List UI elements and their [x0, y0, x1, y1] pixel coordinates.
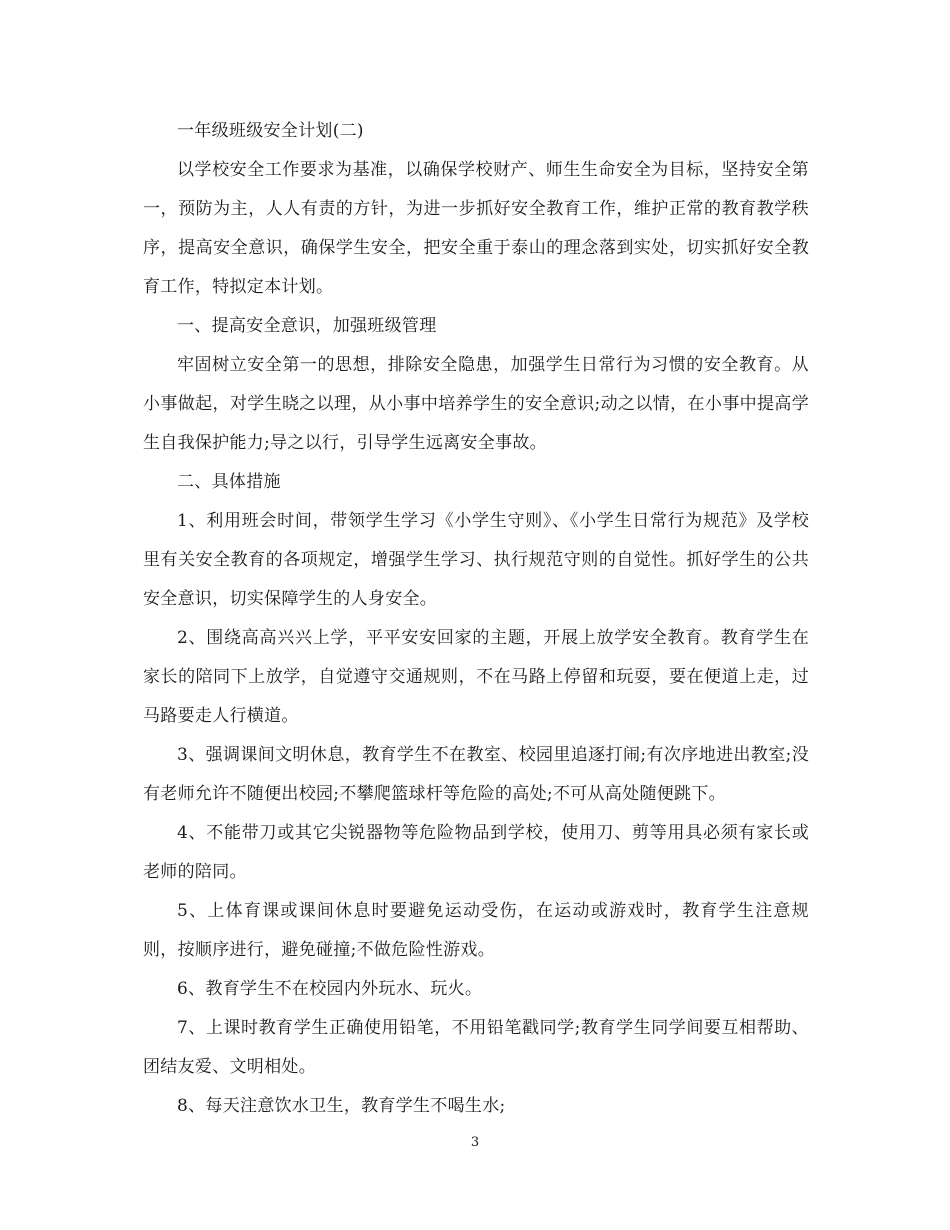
section-heading-2: 二、具体措施	[177, 472, 281, 492]
document-body	[143, 112, 809, 1126]
measure-item-5: 5、上体育课或课间休息时要避免运动受伤，在运动或游戏时，教育学生注意规则，按顺序进行，避免碰撞;不做危险性游戏。	[143, 901, 809, 960]
measure-item-7: 7、上课时教育学生正确使用铅笔，不用铅笔戳同学;教育学生同学间要互相帮助、团结友爱、文明相处。	[143, 1018, 809, 1077]
measure-item-8: 8、每天注意饮水卫生，教育学生不喝生水;	[177, 1096, 506, 1116]
document-title: 一年级班级安全计划(二)	[177, 121, 364, 141]
measure-item-6: 6、教育学生不在校园内外玩水、玩火。	[177, 979, 483, 999]
section-1-paragraph: 牢固树立安全第一的思想，排除安全隐患，加强学生日常行为习惯的安全教育。从小事做起，对学生晓之以理，从小事中培养学生的安全意识;动之以情，在小事中提高学生自我保护能力;导之以行，引导学生远离安全事故。	[143, 355, 809, 453]
measure-item-3: 3、强调课间文明休息，教育学生不在教室、校园里追逐打闹;有次序地进出教室;没有老师允许不随便出校园;不攀爬篮球杆等危险的高处;不可从高处随便跳下。	[143, 745, 809, 804]
page-number: 3	[470, 1135, 480, 1150]
intro-paragraph: 以学校安全工作要求为基准，以确保学校财产、师生生命安全为目标，坚持安全第一，预防为主，人人有责的方针，为进一步抓好安全教育工作，维护正常的教育教学秩序，提高安全意识，确保学生安全，把安全重于泰山的理念落到实处，切实抓好安全教育工作，特拟定本计划。	[143, 160, 809, 297]
measure-item-4: 4、不能带刀或其它尖锐器物等危险物品到学校，使用刀、剪等用具必须有家长或老师的陪同。	[143, 823, 809, 882]
section-heading-1: 一、提高安全意识，加强班级管理	[177, 316, 437, 336]
measure-item-2: 2、围绕高高兴兴上学，平平安安回家的主题，开展上放学安全教育。教育学生在家长的陪同下上放学，自觉遵守交通规则，不在马路上停留和玩耍，要在便道上走，过马路要走人行横道。	[143, 628, 809, 726]
measure-item-1: 1、利用班会时间，带领学生学习《小学生守则》、《小学生日常行为规范》及学校里有关安全教育的各项规定，增强学生学习、执行规范守则的自觉性。抓好学生的公共安全意识，切实保障学生的人身安全。	[143, 511, 809, 609]
